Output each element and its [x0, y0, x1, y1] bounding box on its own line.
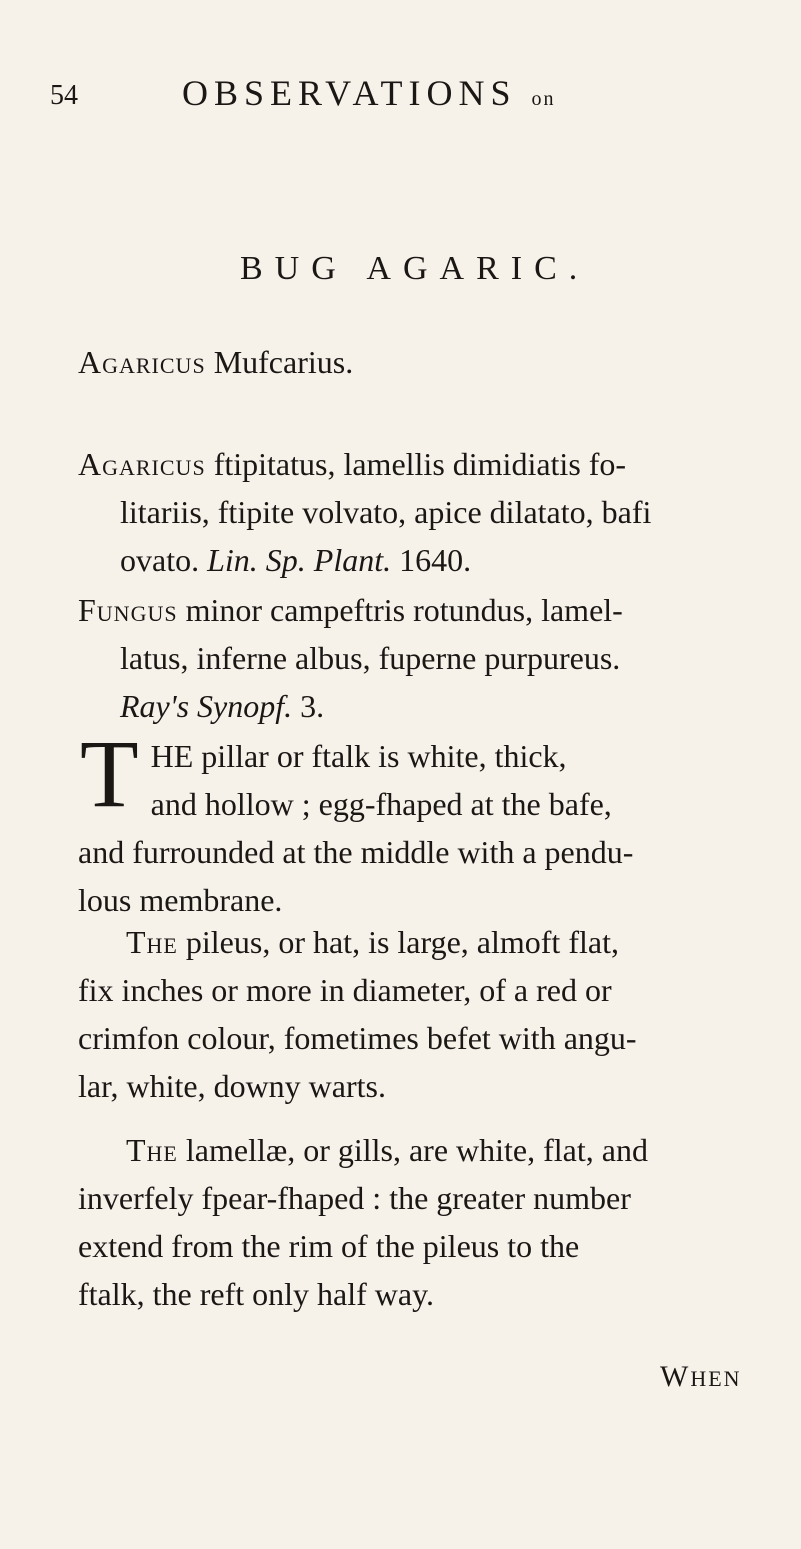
- paragraph-2-line-2: fix inches or more in diameter, of a red or: [78, 972, 612, 1008]
- paragraph-3-body: [78, 1174, 758, 1318]
- running-head: [50, 72, 750, 112]
- page-number: 54: [50, 80, 78, 111]
- paragraph-2-line-3: crimfon colour, fometimes befet with angu-: [78, 1020, 637, 1056]
- synonym-3-line-3: [78, 682, 758, 730]
- paragraph-2-lead: The: [126, 924, 178, 960]
- synonym-2-citation-number: 1640.: [399, 542, 472, 578]
- synonym-3-citation: Ray's Synopf.: [120, 688, 293, 724]
- synonym-3-lead: Fungus: [78, 592, 178, 628]
- synonym-1-lead: Agaricus: [78, 344, 206, 380]
- paragraph-1-line-4: lous membrane.: [78, 882, 283, 918]
- paragraph-3-line-2: inverfely fpear-fhaped : the greater number: [78, 1180, 631, 1216]
- synonym-2-line-3: [78, 536, 758, 584]
- paragraph-1-line-1: HE pillar or ftalk is white, thick,: [150, 738, 567, 774]
- paragraph-3-lead: The: [126, 1132, 178, 1168]
- paragraph-3-line-3: extend from the rim of the pileus to the: [78, 1228, 580, 1264]
- paragraph-1: [78, 720, 758, 924]
- synonym-2-lead: Agaricus: [78, 446, 206, 482]
- paragraph-3-line-4: ftalk, the reft only half way.: [78, 1276, 435, 1312]
- paragraph-2-line-4: lar, white, downy warts.: [78, 1068, 386, 1104]
- paragraph-3-first-line: [126, 1126, 766, 1174]
- paragraph-1-line-3: and furrounded at the middle with a pendu-: [78, 834, 634, 870]
- paragraph-2-body: [78, 966, 758, 1110]
- synonym-2-line-1: ftipitatus, lamellis dimidiatis fo-: [213, 446, 627, 482]
- synonym-2: [78, 440, 758, 584]
- paragraph-1-line-2: and hollow ; egg-fhaped at the bafe,: [150, 786, 612, 822]
- synonym-3-line-1: minor campeftris rotundus, lamel-: [185, 592, 623, 628]
- paragraph-2-line-1: pileus, or hat, is large, almoft flat,: [185, 924, 619, 960]
- synonym-3-line-2: latus, inferne albus, fuperne purpureus.: [120, 640, 621, 676]
- running-title-main: OBSERVATIONS: [182, 73, 517, 113]
- synonym-2-citation: Lin. Sp. Plant.: [207, 542, 392, 578]
- synonym-2-line-2: litariis, ftipite volvato, apice dilatato, bafi: [120, 494, 652, 530]
- section-title: BUG AGARIC.: [240, 250, 590, 287]
- catchword: [660, 1360, 742, 1394]
- drop-cap: T: [80, 720, 139, 827]
- synonym-1: [78, 338, 758, 386]
- synonym-3-citation-number: 3.: [300, 688, 325, 724]
- paragraph-2-first-line: [126, 918, 766, 966]
- running-title: [182, 72, 556, 114]
- paragraph-3-line-1: lamellæ, or gills, are white, flat, and: [185, 1132, 648, 1168]
- catchword-first: W: [660, 1360, 691, 1393]
- synonym-2-line-3-text: ovato.: [120, 542, 200, 578]
- catchword-rest: HEN: [690, 1366, 742, 1391]
- running-title-small: on: [531, 88, 556, 110]
- synonym-1-text: Mufcarius.: [213, 344, 354, 380]
- synonym-3: [78, 586, 758, 730]
